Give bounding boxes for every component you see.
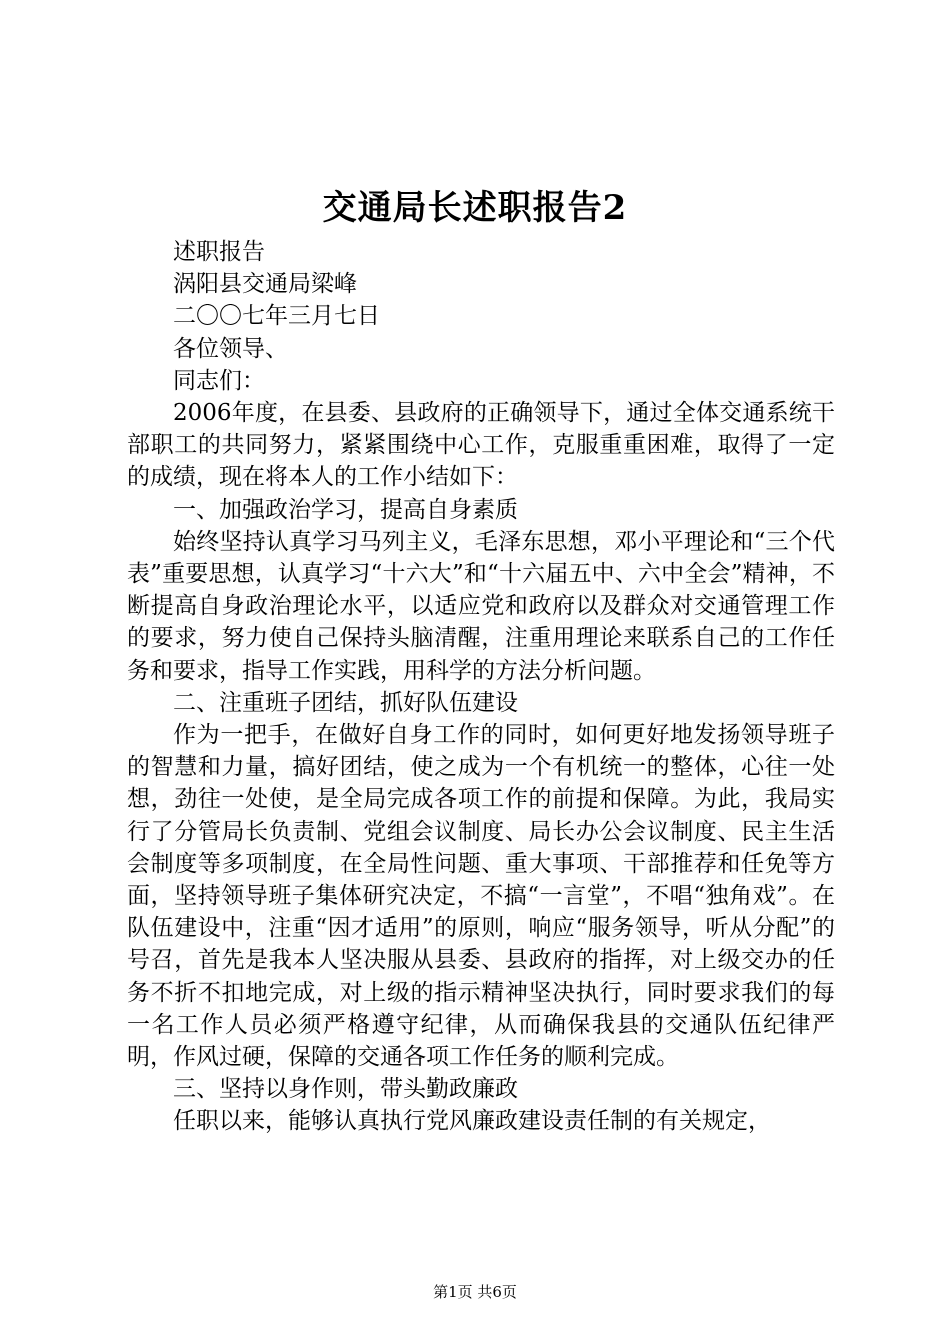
page-footer: 第1页 共6页 [433,1283,517,1301]
paragraph-section-3: 任职以来，能够认真执行党风廉政建设责任制的有关规定， [173,1108,771,1135]
document-body [127,236,835,1138]
paragraph-section-2: 作为一把手，在做好自身工作的同时，如何更好地发扬领导班子的智慧和力量，搞好团结，使之成为一个有机统一的整体，心往一处想，劲往一处使，是全局完成各项工作的前提和保障。为此，我局实行了分管局长负责制、党组会议制度、局长办公会议制度、民主生活会制度等多项制度，在全局性问题、重大事项、干部推荐和任免等方面，坚持领导班子集体研究决定，不搞“一言堂”，不唱“独角戏”。在队伍建设中，注重“因才适用”的原则，响应“服务领导，听从分配”的号召，首先是我本人坚决服从县委、县政府的指挥，对上级交办的任务不折不扣地完成，对上级的指示精神坚决执行，同时要求我们的每一名工作人员必须严格遵守纪律，从而确保我县的交通队伍纪律严明，作风过硬，保障的交通各项工作任务的顺利完成。 [127,722,835,1071]
paragraph-intro: 2006年度，在县委、县政府的正确领导下，通过全体交通系统干部职工的共同努力，紧紧围绕中心工作，克服重重困难，取得了一定的成绩，现在将本人的工作小结如下： [127,400,835,491]
paragraph-heading-label: 述职报告 [173,239,265,265]
paragraph-salutation-1: 各位领导、 [173,335,288,362]
paragraph-salutation-2: 同志们： [173,367,265,394]
paragraph-section-1: 始终坚持认真学习马列主义，毛泽东思想，邓小平理论和“三个代表”重要思想，认真学习“十六大”和“十六届五中、六中全会”精神，不断提高自身政治理论水平，以适应党和政府以及群众对交通管理工作的要求，努力使自己保持头脑清醒，注重用理论来联系自己的工作任务和要求，指导工作实践，用科学的方法分析问题。 [127,528,835,684]
paragraph-date: 二〇〇七年三月七日 [173,303,380,330]
paragraph-author: 涡阳县交通局梁峰 [173,271,357,298]
section-heading-2: 二、注重班子团结，抓好队伍建设 [173,689,518,716]
section-heading-3: 三、坚持以身作则，带头勤政廉政 [173,1076,518,1103]
document-title: 交通局长述职报告2 [322,188,628,228]
section-heading-1: 一、加强政治学习，提高自身素质 [173,496,518,523]
